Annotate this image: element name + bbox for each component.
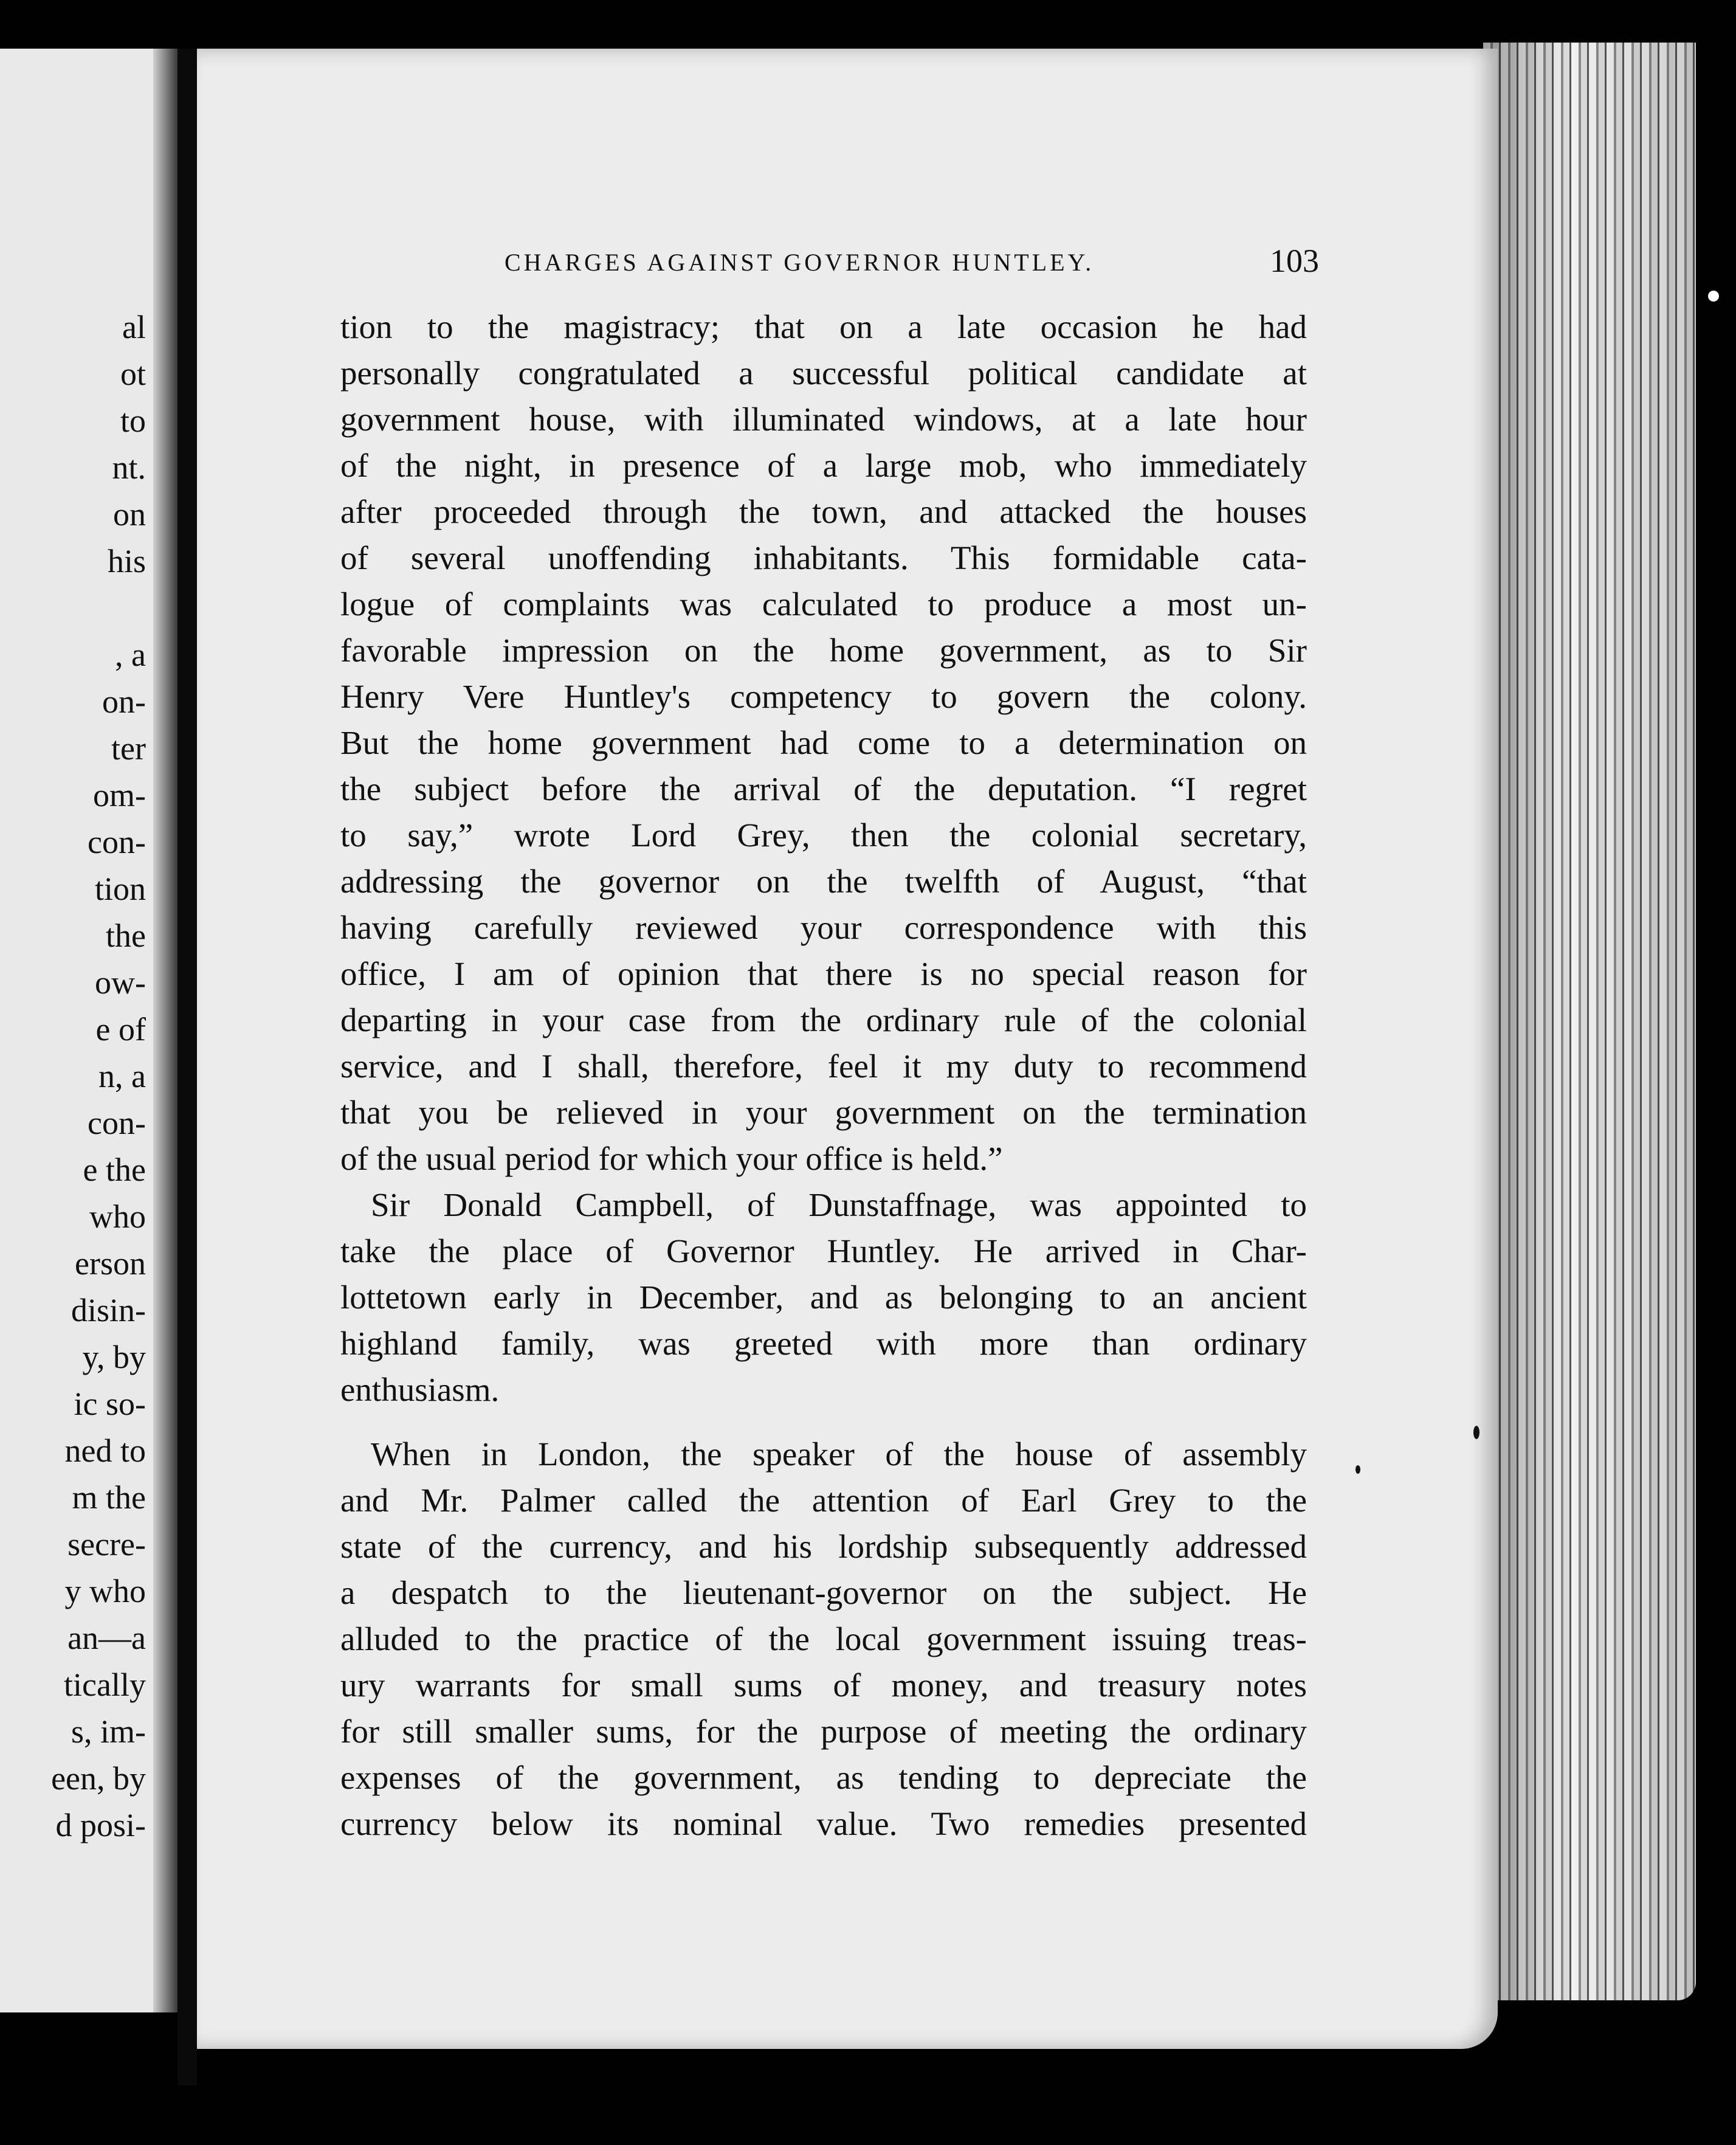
left-line-fragment: e the (83, 1152, 146, 1188)
left-line-fragment: his (107, 543, 146, 579)
text-line: logue of complaints was calculated to produce a most un- (340, 585, 1307, 623)
left-line-fragment: ic so- (74, 1386, 146, 1422)
text-line: tion to the magistracy; that on a late occasion he had (340, 308, 1307, 345)
left-line-fragment: s, im- (71, 1713, 146, 1750)
scan-speck (1708, 291, 1719, 302)
left-line-fragment: on (113, 496, 146, 533)
text-line: ury warrants for small sums of money, and treasury notes (340, 1667, 1307, 1704)
left-line-fragment: ot (120, 356, 146, 392)
paragraph (340, 1182, 1307, 1413)
left-line-fragment: the (106, 917, 146, 954)
left-line-fragment: ter (111, 730, 146, 767)
text-line: When in London, the speaker of the house of assembly (371, 1435, 1307, 1473)
paragraph (340, 304, 1307, 1182)
text-line: Sir Donald Campbell, of Dunstaffnage, was appointed to (371, 1186, 1307, 1223)
left-line-fragment: n, a (98, 1058, 146, 1094)
left-page-gutter (153, 49, 177, 2012)
text-line: of the usual period for which your office is held.” (340, 1140, 1003, 1177)
text-line: currency below its nominal value. Two remedies presented (340, 1805, 1307, 1842)
left-line-fragment: con- (88, 824, 146, 860)
left-line-fragment (6, 585, 146, 632)
left-line-fragment: con- (88, 1105, 146, 1141)
left-line-fragment: e of (95, 1011, 146, 1048)
page-header (505, 242, 1319, 285)
scan-speck (1355, 1465, 1360, 1474)
running-title: CHARGES AGAINST GOVERNOR HUNTLEY. (505, 249, 1095, 276)
left-line-fragment: om- (93, 777, 146, 813)
left-line-fragment: disin- (71, 1292, 146, 1328)
left-line-fragment: d posi- (55, 1807, 146, 1843)
left-line-fragment: y, by (82, 1339, 146, 1375)
page-body (340, 304, 1307, 1847)
left-page-text-fragments (6, 304, 146, 1849)
text-line: office, I am of opinion that there is no special reason for (340, 955, 1307, 992)
text-line: enthusiasm. (340, 1371, 500, 1408)
text-line: to say,” wrote Lord Grey, then the colonial secretary, (340, 817, 1307, 854)
text-line: favorable impression on the home government, as to Sir (340, 632, 1307, 669)
text-line: highland family, was greeted with more than ordinary (340, 1325, 1307, 1362)
left-line-fragment: ned to (64, 1432, 146, 1469)
text-line: of several unoffending inhabitants. This formidable cata- (340, 539, 1307, 576)
text-line: state of the currency, and his lordship subsequently addressed (340, 1528, 1307, 1565)
text-line: lottetown early in December, and as belonging to an ancient (340, 1279, 1307, 1316)
left-line-fragment: , a (115, 637, 146, 673)
left-line-fragment: tion (94, 871, 146, 907)
page-edges-shade (1483, 43, 1696, 2000)
paragraph-gap (340, 1413, 1307, 1431)
scan-speck (1473, 1426, 1479, 1439)
book-spine-gutter (177, 49, 197, 2085)
text-line: departing in your case from the ordinary rule of the colonial (340, 1001, 1307, 1038)
text-line: for still smaller sums, for the purpose of meeting the ordinary (340, 1713, 1307, 1750)
text-line: the subject before the arrival of the deputation. “I regret (340, 770, 1307, 807)
text-line: and Mr. Palmer called the attention of Earl Grey to the (340, 1482, 1307, 1519)
text-line: of the night, in presence of a large mob, who immediately (340, 447, 1307, 484)
text-line: personally congratulated a successful political candidate at (340, 354, 1307, 392)
left-line-fragment: to (120, 402, 146, 439)
left-line-fragment: een, by (51, 1760, 146, 1797)
left-line-fragment: m the (72, 1479, 146, 1516)
left-page (0, 49, 177, 2012)
text-line: after proceeded through the town, and attacked the houses (340, 493, 1307, 530)
text-line: take the place of Governor Huntley. He arrived in Char- (340, 1232, 1307, 1269)
text-line: service, and I shall, therefore, feel it my duty to recommend (340, 1048, 1307, 1085)
left-line-fragment: an—a (67, 1620, 146, 1656)
left-line-fragment: y who (64, 1573, 146, 1609)
page-number: 103 (1270, 243, 1319, 279)
text-line: that you be relieved in your government on the termination (340, 1094, 1307, 1131)
paragraph (340, 1431, 1307, 1847)
left-line-fragment: erson (75, 1245, 146, 1282)
left-line-fragment: al (122, 309, 146, 345)
text-line: Henry Vere Huntley's competency to govern the colony. (340, 678, 1307, 715)
text-line: alluded to the practice of the local government issuing treas- (340, 1620, 1307, 1657)
left-line-fragment: secre- (67, 1526, 146, 1563)
text-line: addressing the governor on the twelfth of August, “that (340, 863, 1307, 900)
left-line-fragment: who (89, 1198, 146, 1235)
text-line: government house, with illuminated windows, at a late hour (340, 401, 1307, 438)
left-line-fragment: on- (102, 683, 146, 720)
left-line-fragment: nt. (112, 449, 146, 486)
text-line: expenses of the government, as tending to depreciate the (340, 1759, 1307, 1796)
text-line: But the home government had come to a determination on (340, 724, 1307, 761)
text-line: a despatch to the lieutenant-governor on the subject. He (340, 1574, 1307, 1611)
page-edges-stack (1483, 43, 1696, 2000)
text-line: having carefully reviewed your correspondence with this (340, 909, 1307, 946)
left-line-fragment: tically (64, 1667, 146, 1703)
left-line-fragment: ow- (95, 964, 146, 1001)
